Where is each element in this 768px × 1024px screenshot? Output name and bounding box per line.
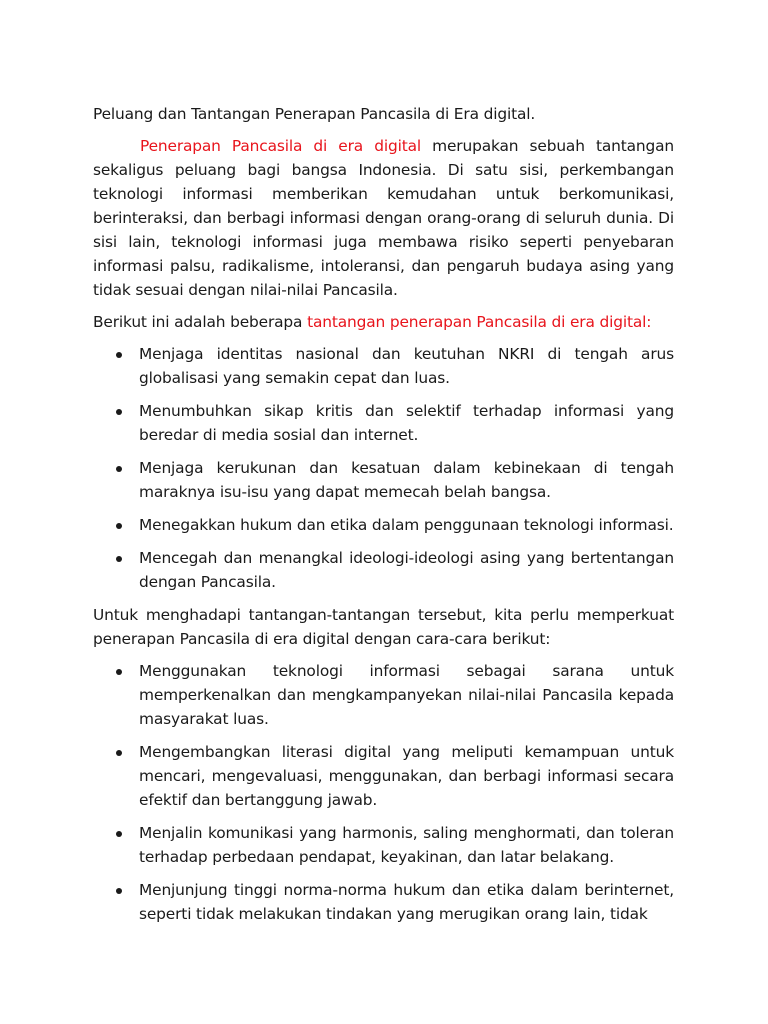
bullet-icon: [116, 669, 122, 675]
list-item-text: Menjunjung tinggi norma-norma hukum dan etika dalam berinternet, seperti tidak melakukan tindakan yang merugikan orang lain, tidak: [139, 881, 674, 923]
document-title: Peluang dan Tantangan Penerapan Pancasila di Era digital.: [93, 105, 536, 123]
bullet-icon: [116, 888, 122, 894]
challenges-lead-suffix: :: [646, 313, 652, 331]
intro-paragraph: [93, 134, 674, 302]
list-item-text: Menjaga identitas nasional dan keutuhan NKRI di tengah arus globalisasi yang semakin cepat dan luas.: [139, 345, 674, 387]
bullet-icon: [116, 352, 122, 358]
list-item-text: Menjalin komunikasi yang harmonis, saling menghormati, dan toleran terhadap perbedaan pendapat, keyakinan, dan latar belakang.: [139, 824, 674, 866]
bullet-icon: [116, 523, 122, 529]
bullet-icon: [116, 831, 122, 837]
bullet-icon: [116, 750, 122, 756]
intro-text: merupakan sebuah tantangan sekaligus peluang bagi bangsa Indonesia. Di satu sisi, perkembangan teknologi informasi memberikan kemudahan untuk berkomunikasi, berinteraksi, dan berbagi informasi dengan orang-orang di seluruh dunia. Di sisi lain, teknologi informasi juga membawa risiko seperti penyebaran informasi palsu, radikalisme, intoleransi, dan pengaruh budaya asing yang tidak sesuai dengan nilai-nilai Pancasila.: [93, 137, 674, 299]
list-item-text: Menggunakan teknologi informasi sebagai sarana untuk memperkenalkan dan mengkampanyekan nilai-nilai Pancasila kepada masyarakat luas.: [139, 662, 674, 728]
list-item: [93, 399, 674, 447]
challenges-lead: [93, 310, 674, 334]
list-item: [93, 878, 674, 926]
list-item: [93, 456, 674, 504]
list-item-text: Menegakkan hukum dan etika dalam penggunaan teknologi informasi.: [139, 516, 674, 534]
document-page: [93, 102, 674, 935]
strategies-list: [93, 659, 674, 926]
list-item: [93, 342, 674, 390]
challenges-lead-prefix: Berikut ini adalah beberapa: [93, 313, 308, 331]
list-item: [93, 546, 674, 594]
list-item-text: Mencegah dan menangkal ideologi-ideologi asing yang bertentangan dengan Pancasila.: [139, 549, 674, 591]
intro-highlight: Penerapan Pancasila di era digital: [140, 137, 421, 155]
strategies-lead: Untuk menghadapi tantangan-tantangan tersebut, kita perlu memperkuat penerapan Pancasila di era digital dengan cara-cara berikut:: [93, 606, 674, 648]
bullet-icon: [116, 466, 122, 472]
challenges-lead-highlight: tantangan penerapan Pancasila di era digital: [307, 313, 647, 331]
list-item: [93, 659, 674, 731]
challenges-list: [93, 342, 674, 594]
list-item: [93, 740, 674, 812]
bullet-icon: [116, 556, 122, 562]
list-item: [93, 513, 674, 537]
list-item-text: Menumbuhkan sikap kritis dan selektif terhadap informasi yang beredar di media sosial dan internet.: [139, 402, 674, 444]
list-item-text: Menjaga kerukunan dan kesatuan dalam kebinekaan di tengah maraknya isu-isu yang dapat memecah belah bangsa.: [139, 459, 674, 501]
bullet-icon: [116, 409, 122, 415]
list-item: [93, 821, 674, 869]
list-item-text: Mengembangkan literasi digital yang meliputi kemampuan untuk mencari, mengevaluasi, menggunakan, dan berbagi informasi secara efektif dan bertanggung jawab.: [139, 743, 674, 809]
